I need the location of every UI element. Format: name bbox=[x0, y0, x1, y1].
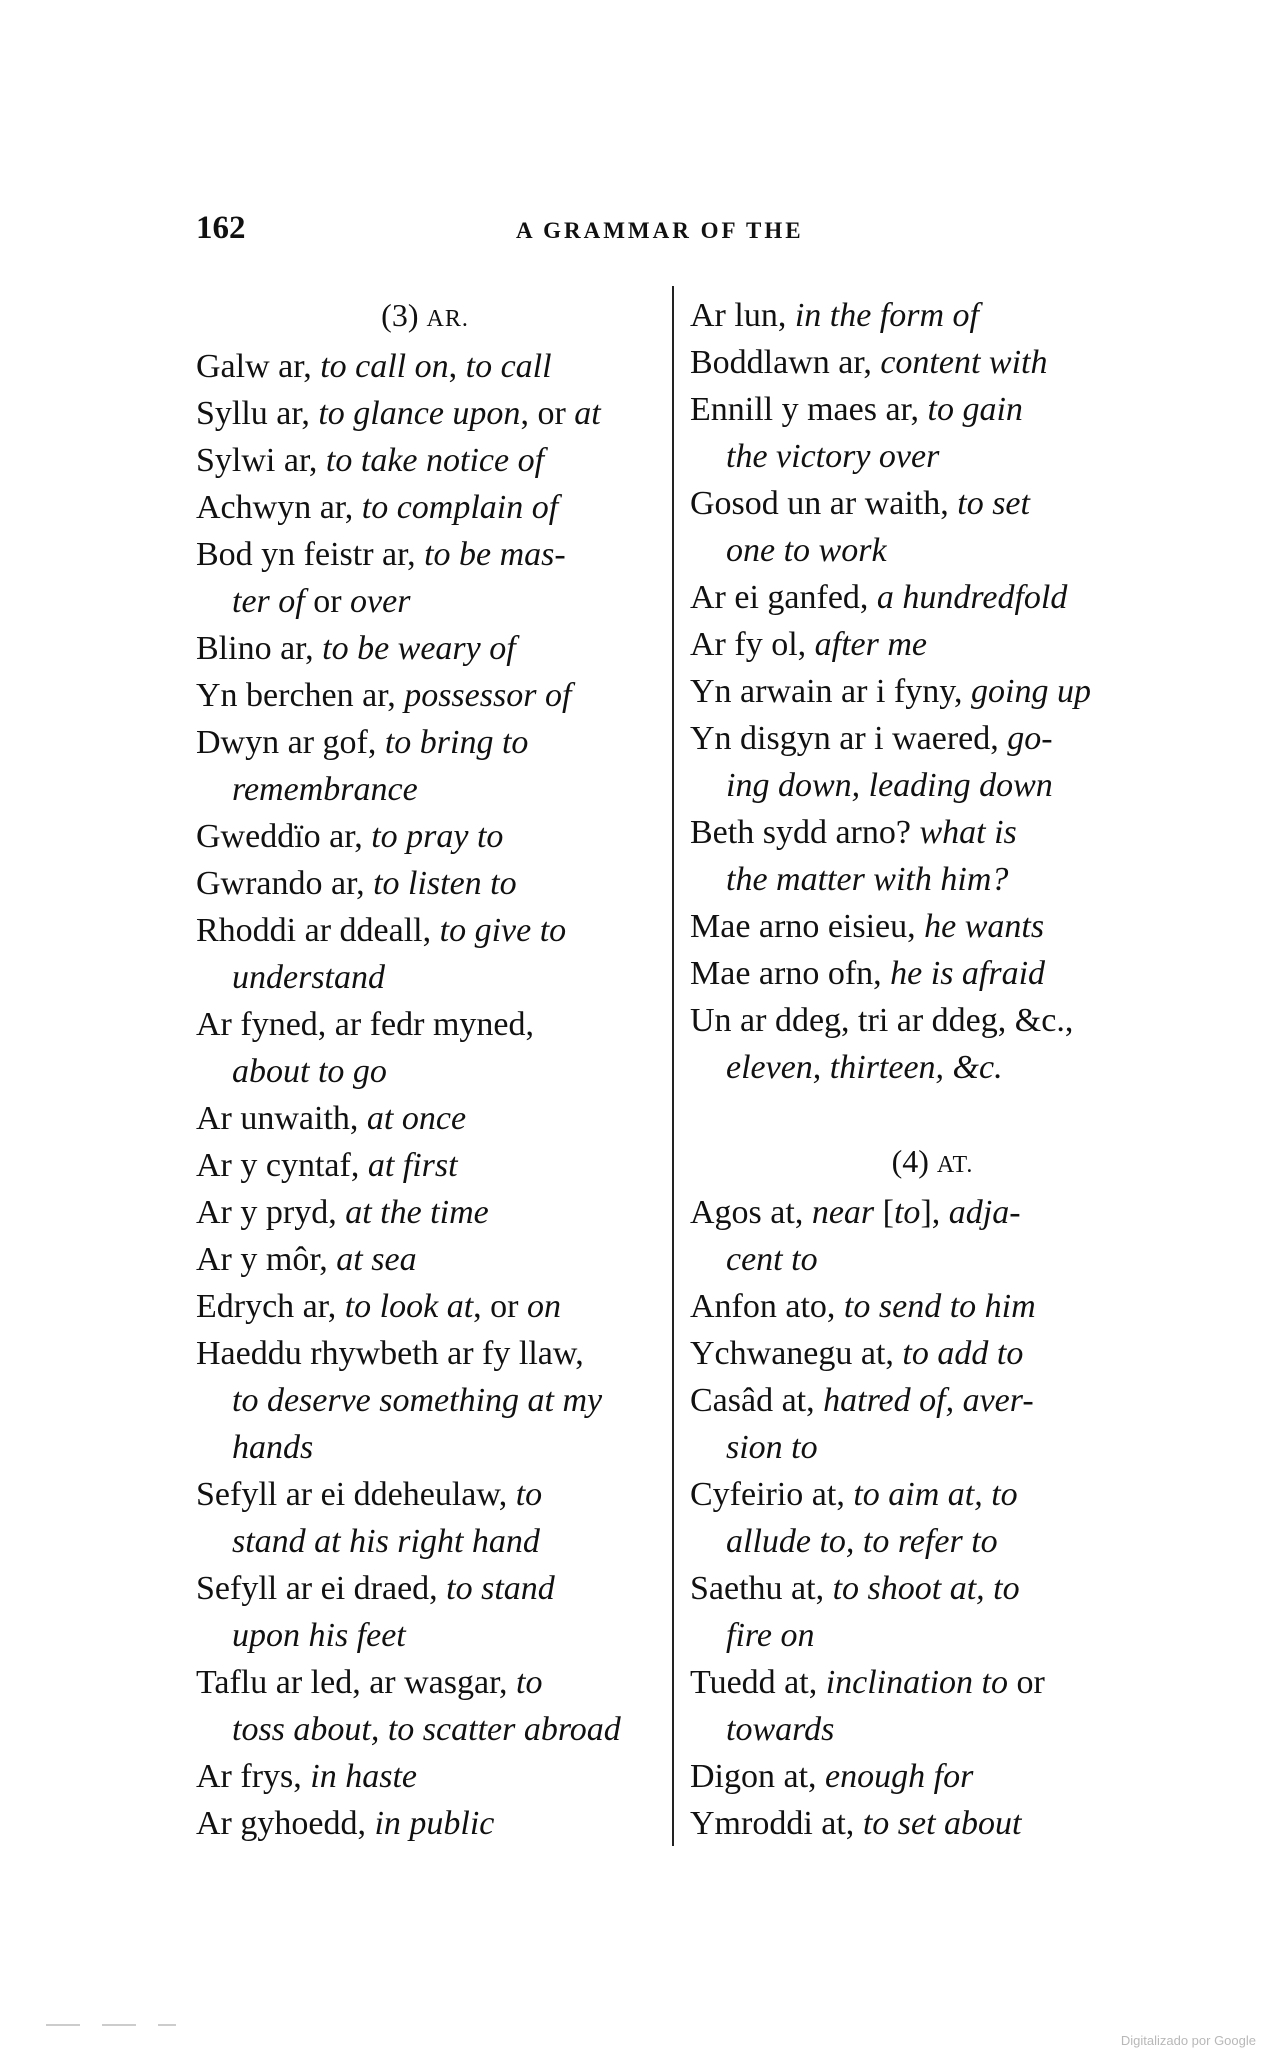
welsh-text: Ar y cyntaf, bbox=[196, 1147, 368, 1184]
welsh-text: Bod yn feistr ar, bbox=[196, 536, 425, 573]
entry-line bbox=[196, 1006, 534, 1043]
entry-continuation-line bbox=[690, 527, 1175, 574]
vocab-entry bbox=[690, 1659, 1175, 1753]
welsh-text: Yn arwain ar i fyny, bbox=[690, 673, 972, 710]
english-gloss: to bring to bbox=[384, 724, 529, 761]
entry-line bbox=[196, 724, 528, 761]
entry-continuation-line bbox=[690, 1518, 1175, 1565]
entry-continuation-line bbox=[196, 1377, 654, 1424]
english-gloss: to give to bbox=[439, 912, 567, 949]
entry-continuation-line bbox=[690, 1706, 1175, 1753]
vocab-entry bbox=[196, 437, 654, 484]
entry-line bbox=[690, 579, 1067, 616]
entry-line bbox=[196, 1335, 584, 1372]
welsh-text: Gwrando ar, bbox=[196, 865, 374, 902]
running-head: A GRAMMAR OF THE bbox=[516, 218, 804, 243]
welsh-text: Ar fyned, ar fedr myned, bbox=[196, 1006, 534, 1043]
entry-line bbox=[690, 626, 927, 663]
entry-line bbox=[196, 348, 552, 385]
welsh-text: Ennill y maes ar, bbox=[690, 391, 928, 428]
english-gloss: cent to bbox=[726, 1241, 818, 1278]
welsh-text: Ar fy ol, bbox=[690, 626, 815, 663]
welsh-text: or bbox=[1007, 1664, 1045, 1701]
vocab-entry bbox=[690, 950, 1175, 997]
left-column bbox=[196, 292, 654, 1847]
vocab-entry bbox=[690, 1189, 1175, 1283]
entry-line bbox=[196, 395, 601, 432]
entry-continuation-line bbox=[196, 1706, 654, 1753]
vocab-entry bbox=[690, 621, 1175, 668]
english-gloss: towards bbox=[726, 1711, 835, 1748]
vocab-entry bbox=[196, 1189, 654, 1236]
welsh-text: Ar y pryd, bbox=[196, 1194, 346, 1231]
welsh-text: Boddlawn ar, bbox=[690, 344, 881, 381]
vocab-entry bbox=[196, 672, 654, 719]
vocab-entry bbox=[196, 1283, 654, 1330]
entry-line bbox=[690, 1805, 1021, 1842]
welsh-text: Cyfeirio at, bbox=[690, 1476, 854, 1513]
welsh-text: Anfon ato, bbox=[690, 1288, 844, 1325]
entry-line bbox=[690, 485, 1030, 522]
entry-continuation-line bbox=[196, 1424, 654, 1471]
english-gloss: to gain bbox=[927, 391, 1023, 428]
english-gloss: in haste bbox=[310, 1758, 417, 1795]
entry-line bbox=[196, 1147, 458, 1184]
welsh-text: Ar lun, bbox=[690, 297, 795, 334]
english-gloss: at once bbox=[366, 1100, 467, 1137]
english-gloss: the victory over bbox=[726, 438, 940, 475]
entry-line bbox=[690, 814, 1017, 851]
entry-line bbox=[196, 1805, 494, 1842]
english-gloss: at bbox=[574, 395, 601, 432]
entry-line bbox=[690, 1758, 973, 1795]
english-gloss: after me bbox=[814, 626, 928, 663]
english-gloss: to set bbox=[957, 485, 1030, 522]
entry-line bbox=[196, 1664, 543, 1701]
english-gloss: he wants bbox=[924, 908, 1045, 945]
english-gloss: sion to bbox=[726, 1429, 818, 1466]
entry-line bbox=[196, 1194, 489, 1231]
page-header bbox=[196, 210, 1086, 254]
vocab-entry bbox=[690, 292, 1175, 339]
entry-line bbox=[196, 1476, 542, 1513]
column-divider bbox=[672, 286, 674, 1846]
english-gloss: a hundredfold bbox=[876, 579, 1068, 616]
entry-line bbox=[196, 489, 558, 526]
vocab-entry bbox=[196, 343, 654, 390]
welsh-text: Syllu ar, bbox=[196, 395, 319, 432]
entry-continuation-line bbox=[690, 762, 1175, 809]
vocab-entry bbox=[196, 860, 654, 907]
english-gloss: to bbox=[515, 1476, 543, 1513]
vocab-entry bbox=[690, 1377, 1175, 1471]
english-gloss: on bbox=[527, 1288, 561, 1325]
english-gloss: adja- bbox=[948, 1194, 1021, 1231]
entry-line bbox=[196, 1241, 417, 1278]
welsh-text: Rhoddi ar ddeall, bbox=[196, 912, 440, 949]
welsh-text: ], bbox=[920, 1194, 949, 1231]
entry-line bbox=[690, 955, 1045, 992]
entry-line bbox=[690, 1288, 1036, 1325]
welsh-text: Dwyn ar gof, bbox=[196, 724, 385, 761]
welsh-text: Ar unwaith, bbox=[196, 1100, 367, 1137]
vocab-entry bbox=[690, 1330, 1175, 1377]
welsh-text: or bbox=[304, 583, 351, 620]
english-gloss: eleven, thirteen, &c. bbox=[726, 1049, 1003, 1086]
welsh-text: Edrych ar, bbox=[196, 1288, 345, 1325]
english-gloss: to bbox=[893, 1194, 921, 1231]
welsh-text: Saethu at, bbox=[690, 1570, 833, 1607]
welsh-text: Agos at, bbox=[690, 1194, 812, 1231]
entry-line bbox=[196, 442, 544, 479]
vocab-entry bbox=[690, 386, 1175, 480]
english-gloss: understand bbox=[232, 959, 385, 996]
entry-continuation-line bbox=[690, 1424, 1175, 1471]
vocab-entry bbox=[690, 1471, 1175, 1565]
right-entry-list-at bbox=[690, 1189, 1175, 1847]
vocab-entry bbox=[690, 339, 1175, 386]
vocab-entry bbox=[690, 715, 1175, 809]
english-gloss: to be mas- bbox=[424, 536, 566, 573]
welsh-text: , or bbox=[473, 1288, 527, 1325]
english-gloss: to be weary of bbox=[322, 630, 516, 667]
entry-line bbox=[690, 1570, 1020, 1607]
entry-line bbox=[690, 391, 1023, 428]
vocab-entry bbox=[196, 1565, 654, 1659]
entry-line bbox=[196, 1288, 561, 1325]
english-gloss: toss about, to scatter abroad bbox=[232, 1711, 621, 1748]
entry-continuation-line bbox=[196, 1612, 654, 1659]
english-gloss: to bbox=[516, 1664, 543, 1701]
entry-line bbox=[196, 677, 571, 714]
welsh-text: Gweddïo ar, bbox=[196, 818, 372, 855]
entry-line bbox=[690, 1476, 1018, 1513]
entry-line bbox=[690, 1194, 1021, 1231]
scan-artifact bbox=[46, 2024, 176, 2026]
vocab-entry bbox=[196, 625, 654, 672]
welsh-text: Blino ar, bbox=[196, 630, 323, 667]
entry-line bbox=[690, 1382, 1034, 1419]
entry-line bbox=[196, 536, 566, 573]
vocab-entry bbox=[690, 480, 1175, 574]
welsh-text: Mae arno ofn, bbox=[690, 955, 891, 992]
welsh-text: Ar y môr, bbox=[196, 1241, 337, 1278]
english-gloss: near bbox=[811, 1194, 875, 1231]
entry-continuation-line bbox=[690, 433, 1175, 480]
entry-continuation-line bbox=[196, 1048, 654, 1095]
vocab-entry bbox=[196, 1471, 654, 1565]
english-gloss: to shoot at, to bbox=[832, 1570, 1020, 1607]
entry-continuation-line bbox=[196, 578, 654, 625]
entry-line bbox=[196, 1570, 555, 1607]
section-word: AT. bbox=[936, 1152, 974, 1178]
vocab-entry bbox=[196, 1659, 654, 1753]
vocab-entry bbox=[690, 1800, 1175, 1847]
entry-continuation-line bbox=[196, 954, 654, 1001]
vocab-entry bbox=[196, 390, 654, 437]
section-gap bbox=[690, 1091, 1175, 1138]
welsh-text: Beth sydd arno? bbox=[690, 814, 920, 851]
english-gloss: to add to bbox=[902, 1335, 1024, 1372]
welsh-text: Ychwanegu at, bbox=[690, 1335, 903, 1372]
english-gloss: ing down, leading down bbox=[726, 767, 1053, 804]
entry-line bbox=[196, 865, 517, 902]
entry-continuation-line bbox=[690, 1612, 1175, 1659]
english-gloss: at the time bbox=[345, 1194, 489, 1231]
english-gloss: what is bbox=[919, 814, 1017, 851]
entry-line bbox=[690, 908, 1044, 945]
section-heading-at bbox=[690, 1138, 1175, 1189]
vocab-entry bbox=[690, 903, 1175, 950]
english-gloss: going up bbox=[971, 673, 1091, 710]
vocab-entry bbox=[690, 1283, 1175, 1330]
section-number: (3) bbox=[381, 297, 419, 333]
entry-line bbox=[196, 818, 503, 855]
english-gloss: hands bbox=[232, 1429, 314, 1466]
vocab-entry bbox=[690, 1565, 1175, 1659]
english-gloss: to call bbox=[465, 348, 552, 385]
entry-continuation-line bbox=[690, 1044, 1175, 1091]
entry-line bbox=[196, 630, 516, 667]
entry-continuation-line bbox=[690, 1236, 1175, 1283]
entry-line bbox=[690, 297, 979, 334]
english-gloss: allude to, to refer to bbox=[726, 1523, 998, 1560]
vocab-entry bbox=[196, 1236, 654, 1283]
vocab-entry bbox=[690, 1753, 1175, 1800]
entry-line bbox=[196, 1100, 466, 1137]
english-gloss: remembrance bbox=[232, 771, 418, 808]
english-gloss: ter of bbox=[232, 583, 305, 620]
entry-line bbox=[690, 1002, 1073, 1039]
welsh-text: , or bbox=[520, 395, 575, 432]
vocab-entry bbox=[196, 1330, 654, 1471]
english-gloss: upon his feet bbox=[232, 1617, 406, 1654]
english-gloss: about to go bbox=[232, 1053, 387, 1090]
english-gloss: to send to him bbox=[843, 1288, 1036, 1325]
entry-continuation-line bbox=[690, 856, 1175, 903]
welsh-text: Ar frys, bbox=[196, 1758, 311, 1795]
welsh-text: Gosod un ar waith, bbox=[690, 485, 958, 522]
english-gloss: at sea bbox=[336, 1241, 417, 1278]
watermark: Digitalizado por Google bbox=[1120, 2033, 1256, 2048]
english-gloss: enough for bbox=[825, 1758, 974, 1795]
section-number: (4) bbox=[891, 1143, 929, 1179]
welsh-text: Digon at, bbox=[690, 1758, 826, 1795]
entry-continuation-line bbox=[196, 766, 654, 813]
welsh-text: Ar ei ganfed, bbox=[690, 579, 877, 616]
section-word: AR. bbox=[426, 306, 469, 332]
english-gloss: to call on bbox=[320, 348, 449, 385]
english-gloss: to glance upon bbox=[318, 395, 521, 432]
english-gloss: over bbox=[350, 583, 411, 620]
english-gloss: go- bbox=[1007, 720, 1053, 757]
welsh-text: Achwyn ar, bbox=[196, 489, 362, 526]
english-gloss: in the form of bbox=[794, 297, 979, 334]
welsh-text: Tuedd at, bbox=[690, 1664, 826, 1701]
welsh-text: Un ar ddeg, tri ar ddeg, &c., bbox=[690, 1002, 1074, 1039]
welsh-text: Casâd at, bbox=[690, 1382, 824, 1419]
entry-line bbox=[690, 673, 1091, 710]
vocab-entry bbox=[196, 1142, 654, 1189]
welsh-text: [ bbox=[874, 1194, 894, 1231]
english-gloss: possessor of bbox=[404, 677, 572, 714]
english-gloss: inclination to bbox=[825, 1664, 1008, 1701]
english-gloss: to take notice of bbox=[325, 442, 545, 479]
vocab-entry bbox=[196, 1095, 654, 1142]
english-gloss: to aim at, to bbox=[853, 1476, 1018, 1513]
vocab-entry bbox=[690, 668, 1175, 715]
vocab-entry bbox=[196, 813, 654, 860]
welsh-text: Yn berchen ar, bbox=[196, 677, 405, 714]
english-gloss: at first bbox=[367, 1147, 458, 1184]
entry-line bbox=[196, 912, 566, 949]
welsh-text: Ar gyhoedd, bbox=[196, 1805, 375, 1842]
vocab-entry bbox=[196, 1800, 654, 1847]
entry-line bbox=[690, 720, 1053, 757]
vocab-entry bbox=[196, 531, 654, 625]
welsh-text: Sefyll ar ei draed, bbox=[196, 1570, 447, 1607]
welsh-text: , bbox=[448, 348, 466, 385]
vocab-entry bbox=[196, 1753, 654, 1800]
english-gloss: to set about bbox=[862, 1805, 1022, 1842]
vocab-entry bbox=[196, 907, 654, 1001]
entry-line bbox=[196, 1758, 417, 1795]
left-entry-list bbox=[196, 343, 654, 1847]
english-gloss: to listen to bbox=[373, 865, 517, 902]
right-column bbox=[690, 292, 1175, 1847]
vocab-entry bbox=[690, 574, 1175, 621]
entry-line bbox=[690, 1335, 1023, 1372]
english-gloss: hatred of, aver- bbox=[823, 1382, 1034, 1419]
english-gloss: to deserve something at my bbox=[232, 1382, 603, 1419]
entry-line bbox=[690, 344, 1047, 381]
vocab-entry bbox=[196, 719, 654, 813]
english-gloss: stand at his right hand bbox=[232, 1523, 540, 1560]
entry-continuation-line bbox=[196, 1518, 654, 1565]
right-entry-list-ar bbox=[690, 292, 1175, 1091]
welsh-text: Sylwi ar, bbox=[196, 442, 326, 479]
vocab-entry bbox=[690, 997, 1175, 1091]
english-gloss: to pray to bbox=[371, 818, 504, 855]
welsh-text: Ymroddi at, bbox=[690, 1805, 863, 1842]
english-gloss: to complain of bbox=[361, 489, 559, 526]
page-number: 162 bbox=[196, 210, 246, 246]
english-gloss: fire on bbox=[726, 1617, 815, 1654]
english-gloss: content with bbox=[880, 344, 1048, 381]
english-gloss: he is afraid bbox=[890, 955, 1046, 992]
welsh-text: Mae arno eisieu, bbox=[690, 908, 925, 945]
english-gloss: one to work bbox=[726, 532, 887, 569]
section-heading-ar bbox=[196, 292, 654, 343]
welsh-text: Haeddu rhywbeth ar fy llaw, bbox=[196, 1335, 584, 1372]
vocab-entry bbox=[196, 484, 654, 531]
vocab-entry bbox=[690, 809, 1175, 903]
entry-line bbox=[690, 1664, 1045, 1701]
welsh-text: Yn disgyn ar i waered, bbox=[690, 720, 1008, 757]
welsh-text: Galw ar, bbox=[196, 348, 321, 385]
english-gloss: the matter with him? bbox=[726, 861, 1009, 898]
english-gloss: in public bbox=[374, 1805, 495, 1842]
welsh-text: Sefyll ar ei ddeheulaw, bbox=[196, 1476, 516, 1513]
welsh-text: Taflu ar led, ar wasgar, bbox=[196, 1664, 517, 1701]
vocab-entry bbox=[196, 1001, 654, 1095]
english-gloss: to stand bbox=[446, 1570, 555, 1607]
english-gloss: to look at bbox=[344, 1288, 474, 1325]
